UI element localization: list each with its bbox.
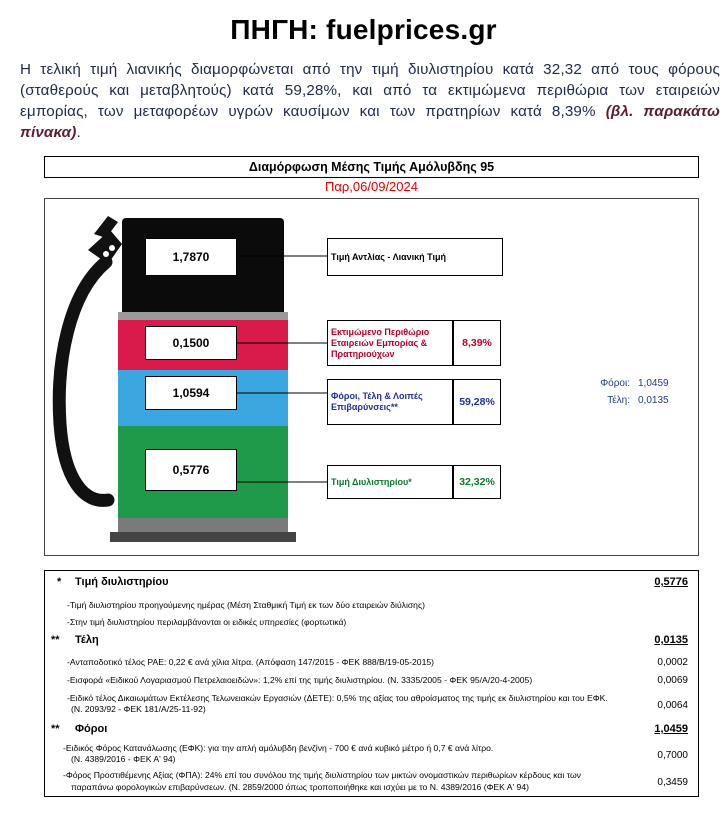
row-value: 0,7000	[657, 750, 688, 761]
breakdown-table	[44, 570, 699, 797]
row-value: 0,0002	[657, 657, 688, 668]
row-value: 1,0459	[654, 723, 688, 735]
row-text: -Τιμή διυλιστηρίου προηγούμενης ημέρας (Μέση Σταθμική Τιμή εκ των δύο εταιρειών διύλισης)	[67, 600, 425, 610]
chart-title: Διαμόρφωση Μέσης Τιμής Αμόλυβδης 95	[44, 156, 699, 178]
row-title: Τιμή διυλιστηρίου	[75, 576, 169, 588]
side-taxes-row	[590, 378, 686, 389]
row-text: -Ειδικό τέλος Δικαιωμάτων Εκτέλεσης Τελωνειακών Εργασιών (ΔΕΤΕ): 0,5% της αξίας του αθροίσματος της τιμής εκ διυλιστηρίου και του ΕΦΚ.	[67, 693, 608, 703]
row-text: -Στην τιμή διυλιστηρίου περιλαμβάνονται οι ειδικές υπηρεσίες (φορτωτικά)	[67, 617, 347, 627]
value-box-retail: 1,7870	[145, 238, 237, 276]
row-title: Φόροι	[75, 723, 108, 735]
row-text-2: (Ν. 2093/92 - ΦΕΚ 181/Α/25-11-92)	[71, 704, 206, 714]
intro-text: Η τελική τιμή λιανικής διαμορφώνεται από την τιμή διυλιστηρίου κατά 32,32 από τους φόρους (σταθερούς και μεταβλητούς) κατά 59,28%, και από τα εκτιμώμενα περιθώρια των εταιρειών εμπορίας, των μεταφορέων υγρών καυσίμων και των πρατηρίων κατά 8,39%	[20, 61, 720, 120]
row-title: Τέλη	[75, 634, 99, 646]
chart-date: Παρ,06/09/2024	[325, 179, 418, 194]
row-text-2: παραπάνω φορολογικών επιβαρύνσεων. (Ν. 2859/2000 όπως τροποποιήθηκε και ισχύει με το Ν. 4389/2016 (ΦΕΚ Α' 94)	[71, 782, 529, 792]
pct-refinery: 32,32%	[453, 465, 501, 499]
row-value: 0,5776	[654, 576, 688, 588]
label-retail-text: Τιμή Αντλίας - Λιανική Τιμή	[331, 251, 446, 262]
side-fees-key: Τέλη:	[607, 395, 630, 406]
row-text: -Φόρος Προστιθέμενης Αξίας (ΦΠΑ): 24% επί του συνόλου της τιμής διυλιστηρίου των μικτών ονομαστικών περιθωρίων κέρδους και των	[63, 770, 581, 780]
label-taxes	[327, 379, 453, 425]
side-fees-row	[590, 395, 686, 406]
label-retail	[327, 238, 503, 276]
row-value: 0,0069	[657, 675, 688, 686]
label-margin	[327, 320, 453, 366]
pct-taxes: 59,28%	[453, 379, 501, 425]
row-text-2: (Ν. 4389/2016 - ΦΕΚ Α' 94)	[71, 754, 176, 764]
row-value: 0,0135	[654, 634, 688, 646]
label-taxes-text: Φόροι, Τέλη & Λοιπές Επιβαρύνσεις**	[331, 391, 423, 412]
side-fees-value: 0,0135	[638, 395, 669, 406]
value-box-refinery: 0,5776	[145, 449, 237, 491]
intro-end: .	[76, 124, 81, 141]
row-star: **	[51, 723, 60, 735]
page-headline: ΠΗΓΗ: fuelprices.gr	[230, 14, 497, 45]
pct-margin: 8,39%	[453, 320, 501, 366]
label-refinery-text: Τιμή Διυλιστηρίου*	[331, 476, 412, 487]
row-value: 0,0064	[657, 700, 688, 711]
side-taxes-value: 1,0459	[638, 378, 669, 389]
value-box-taxes: 1,0594	[145, 376, 237, 410]
row-text: -Ειδικός Φόρος Κατανάλωσης (ΕΦΚ): για την απλή αμόλυβδη βενζίνη - 700 € ανά κυβικό μέτρο ή 0,7 € ανά λίτρο.	[63, 743, 494, 753]
label-refinery	[327, 465, 453, 499]
intro-reference: (βλ. παρακάτω πίνακα)	[20, 103, 721, 141]
value-box-margin: 0,1500	[145, 326, 237, 360]
row-value: 0,3459	[657, 777, 688, 788]
side-taxes-key: Φόροι:	[600, 378, 630, 389]
label-margin-text: Εκτιμώμενο Περιθώριο Εταιρειών Εμπορίας & Πρατηριούχων	[331, 326, 430, 359]
row-text: -Εισφορά «Ειδικού Λογαριασμού Πετρελαιοειδών»: 1,2% επί της τιμής διυλιστηρίου. (Ν. 3335/2005 - ΦΕΚ 95/Α/20-4-2005)	[67, 675, 533, 685]
row-star: *	[57, 576, 62, 588]
row-text: -Ανταποδοτικό τέλος ΡΑΕ: 0,22 € ανά χίλια λίτρα. (Απόφαση 147/2015 - ΦΕΚ 888/Β/19-05-2015)	[67, 657, 434, 667]
row-star: **	[51, 634, 60, 646]
